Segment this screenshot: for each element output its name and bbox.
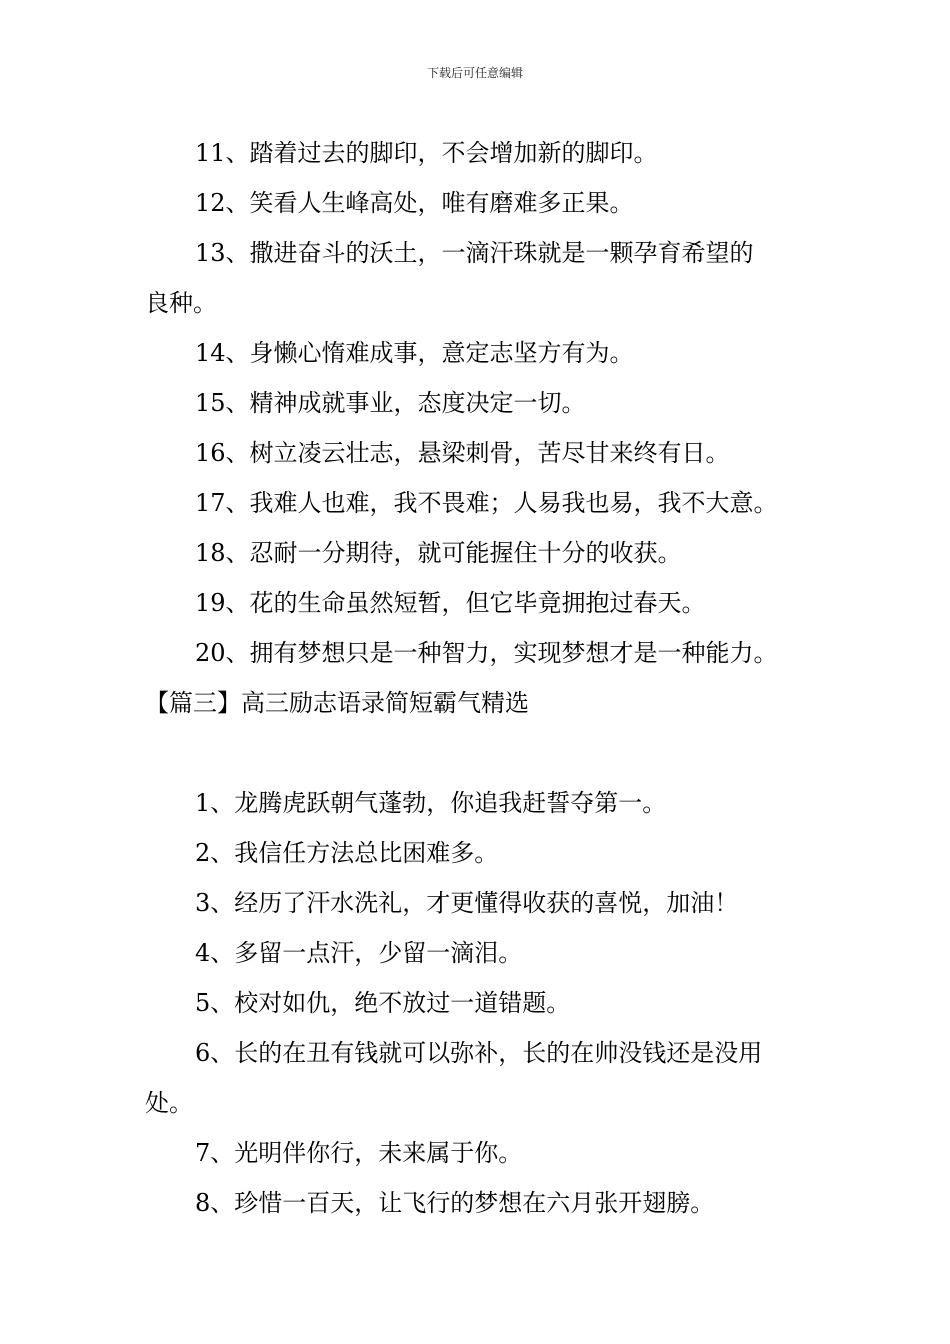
quote-line: 2、我信任方法总比困难多。 xyxy=(195,839,499,867)
quote-line-continuation: 处。 xyxy=(145,1089,193,1117)
quote-line: 6、长的在丑有钱就可以弥补，长的在帅没钱还是没用 xyxy=(195,1039,763,1067)
document-body xyxy=(145,128,810,1228)
quote-line: 8、珍惜一百天，让飞行的梦想在六月张开翅膀。 xyxy=(195,1189,715,1217)
quote-line: 5、校对如仇，绝不放过一道错题。 xyxy=(195,989,571,1017)
quote-line: 17、我难人也难，我不畏难；人易我也易，我不大意。 xyxy=(195,489,778,517)
quote-line: 16、树立凌云壮志，悬梁刺骨，苦尽甘来终有日。 xyxy=(195,439,730,467)
quote-line-continuation: 良种。 xyxy=(145,289,217,317)
quote-line: 4、多留一点汗，少留一滴泪。 xyxy=(195,939,523,967)
quote-line: 7、光明伴你行，未来属于你。 xyxy=(195,1139,523,1167)
quote-line: 19、花的生命虽然短暂，但它毕竟拥抱过春天。 xyxy=(195,589,706,617)
section-spacer xyxy=(145,728,810,778)
section-heading: 【篇三】高三励志语录简短霸气精选 xyxy=(145,689,529,717)
quote-line: 14、身懒心惰难成事，意定志坚方有为。 xyxy=(195,339,634,367)
quote-line: 20、拥有梦想只是一种智力，实现梦想才是一种能力。 xyxy=(195,639,778,667)
quote-line: 11、踏着过去的脚印，不会增加新的脚印。 xyxy=(195,139,658,167)
page-header: 下载后可任意编辑 xyxy=(426,66,523,80)
quote-line: 12、笑看人生峰高处，唯有磨难多正果。 xyxy=(195,189,634,217)
quote-line: 13、撒进奋斗的沃土，一滴汗珠就是一颗孕育希望的 xyxy=(195,239,754,267)
quote-line: 18、忍耐一分期待，就可能握住十分的收获。 xyxy=(195,539,682,567)
quote-line: 3、经历了汗水洗礼，才更懂得收获的喜悦，加油！ xyxy=(195,889,739,917)
quote-line: 1、龙腾虎跃朝气蓬勃，你追我赶誓夺第一。 xyxy=(195,789,667,817)
quote-line: 15、精神成就事业，态度决定一切。 xyxy=(195,389,586,417)
